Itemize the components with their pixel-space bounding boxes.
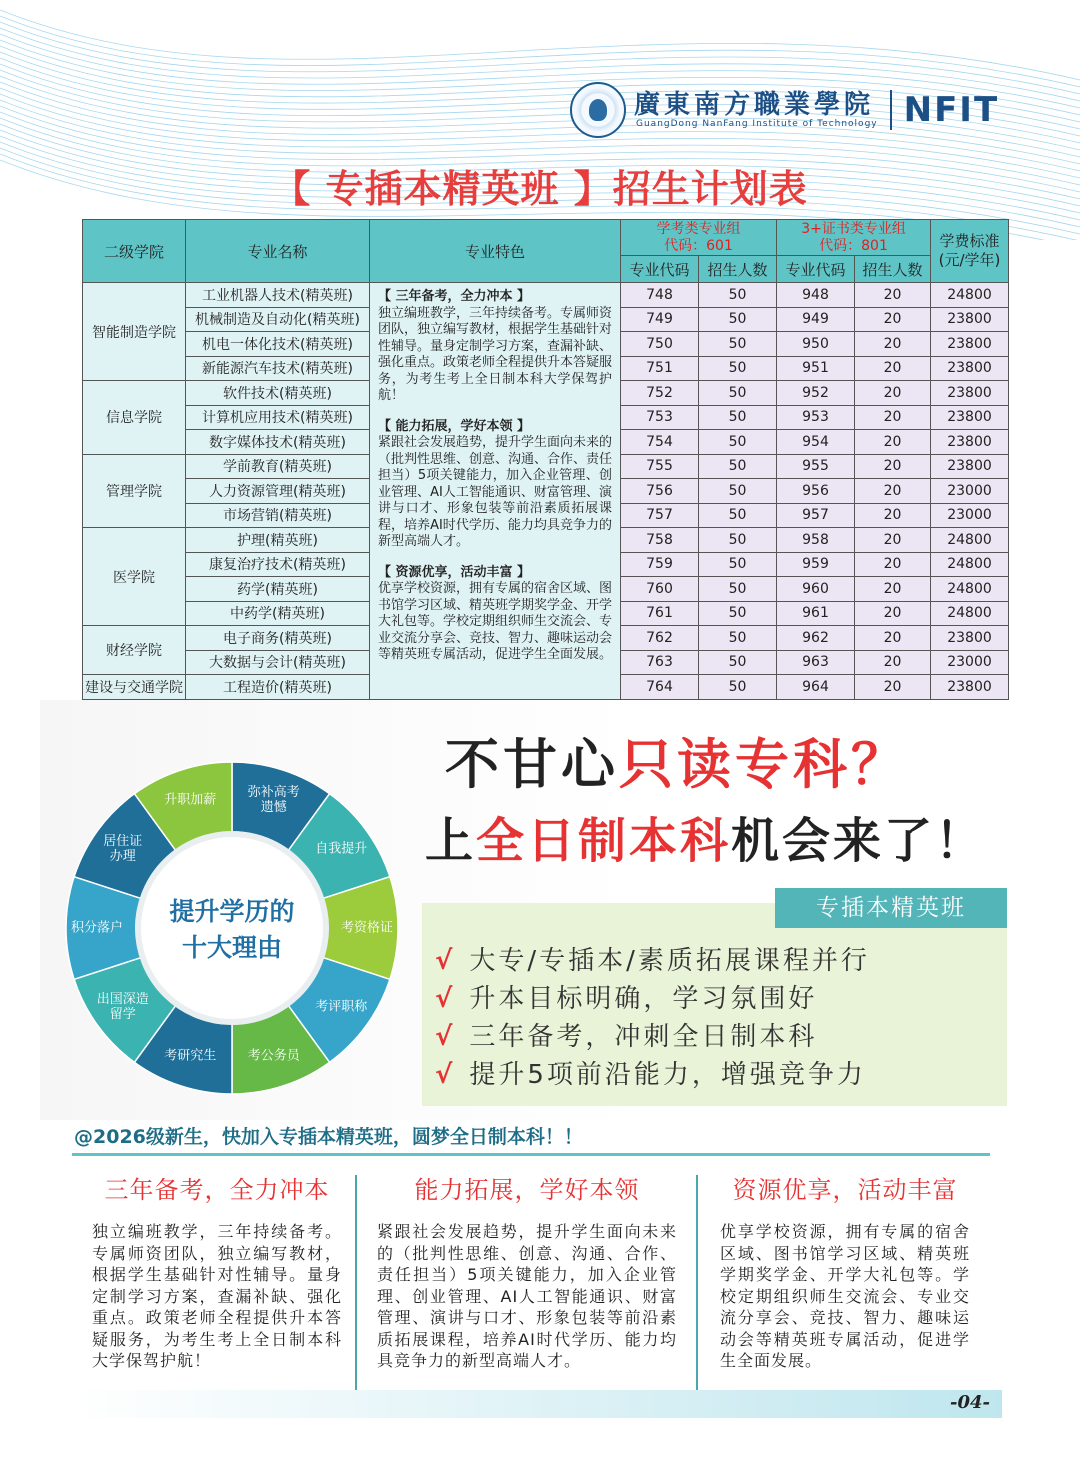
quota-cell: 20 (855, 479, 931, 504)
feature-column-title: 资源优享，活动丰富 (732, 1176, 958, 1204)
feature-column-text: 优享学校资源，拥有专属的宿舍区域、图书馆学习区域、精英班学期奖学金、开学大礼包等。学校定期组织师生交流会、专业交流分享会、竞技、智力、趣味运动会等精英班专属活动，促进学生全面发展。 (720, 1222, 970, 1370)
feature-heading: 【 三年备考，全力冲本 】 (378, 289, 531, 304)
header-fee-line1: 学费标准 (939, 232, 1000, 250)
college-cell: 建设与交通学院 (83, 675, 186, 700)
quota-cell: 20 (855, 356, 931, 381)
header-group1 (621, 220, 777, 256)
call-to-action: @2026级新生，快加入专插本精英班，圆梦全日制本科！！ (74, 1126, 583, 1148)
wheel-center-line1: 提升学历的 (169, 897, 295, 926)
major-name-cell: 机电一体化技术(精英班) (186, 332, 370, 357)
major-code-cell: 759 (621, 552, 699, 577)
wheel-segment-label: 居住证 办理 (103, 833, 143, 864)
elite-benefit-text: 提升5项前沿能力，增强竞争力 (469, 1060, 866, 1090)
quota-cell: 20 (855, 650, 931, 675)
check-icon: √ (435, 1060, 456, 1090)
fee-cell: 24800 (931, 528, 1009, 553)
fee-cell: 24800 (931, 601, 1009, 626)
quota-cell: 50 (699, 430, 777, 455)
major-code-cell: 753 (621, 405, 699, 430)
school-logo (570, 82, 999, 138)
fee-cell: 24800 (931, 283, 1009, 308)
major-name-cell: 人力资源管理(精英班) (186, 479, 370, 504)
college-cell: 财经学院 (83, 626, 186, 675)
major-name-cell: 工程造价(精英班) (186, 675, 370, 700)
slogan-line-2-pre: 上 (425, 813, 477, 869)
header-group2-code: 代码：801 (819, 237, 888, 254)
wheel-segment-label: 升职加薪 (164, 792, 217, 808)
quota-cell: 50 (699, 479, 777, 504)
quota-cell: 20 (855, 332, 931, 357)
elite-benefit-item (435, 1056, 870, 1094)
header-group2-name: 3+证书类专业组 (801, 220, 906, 237)
major-code-cell: 963 (777, 650, 855, 675)
major-name-cell: 市场营销(精英班) (186, 503, 370, 528)
fee-cell: 23800 (931, 405, 1009, 430)
major-code-cell: 960 (777, 577, 855, 602)
school-name-en: GuangDong NanFang Institute of Technology (636, 119, 878, 129)
fee-cell: 23800 (931, 454, 1009, 479)
major-code-cell: 950 (777, 332, 855, 357)
feature-heading: 【 能力拓展，学好本领 】 (378, 418, 531, 434)
wheel-segment-label: 自我提升 (315, 841, 368, 857)
quota-cell: 50 (699, 332, 777, 357)
cta-underline (72, 1153, 990, 1156)
major-code-cell: 957 (777, 503, 855, 528)
header-group1-name: 学考类专业组 (656, 220, 741, 237)
quota-cell: 50 (699, 503, 777, 528)
quota-cell: 50 (699, 552, 777, 577)
feature-text: 优享学校资源，拥有专属的宿舍区域、图书馆学习区域、精英班学期奖学金、开学大礼包等。学校定期组织师生交流会、专业交流分享会、竞技、智力、趣味运动会等精英班专属活动，促进学生全面发展。 (378, 581, 613, 662)
header-code-2: 专业代码 (777, 256, 855, 283)
major-code-cell: 748 (621, 283, 699, 308)
slogan-line-2-highlight: 全日制本科 (476, 813, 732, 869)
wheel-segment-label: 考资格证 (340, 920, 394, 936)
slogan-line-1 (445, 722, 909, 799)
fee-cell: 23000 (931, 503, 1009, 528)
header-group1-code: 代码：601 (664, 237, 733, 254)
feature-column-text: 紧跟社会发展趋势，提升学生面向未来的（批判性思维、创意、沟通、合作、责任担当）5项关键能力，加入企业管理、创业管理、AI人工智能通识、财富管理、演讲与口才、形象包装等前沿素质拓展课程，培养AI时代学历、能力均具竞争力的新型高端人才。 (377, 1222, 677, 1370)
fee-cell: 23800 (931, 332, 1009, 357)
wheel-segment-label: 出国深造 留学 (96, 992, 149, 1023)
enrollment-plan-table (82, 219, 1009, 700)
major-name-cell: 新能源汽车技术(精英班) (186, 356, 370, 381)
major-code-cell: 761 (621, 601, 699, 626)
major-name-cell: 计算机应用技术(精英班) (186, 405, 370, 430)
column-divider (355, 1175, 357, 1390)
table-row (83, 283, 1009, 308)
quota-cell: 20 (855, 626, 931, 651)
major-code-cell: 948 (777, 283, 855, 308)
school-seal-icon (570, 82, 626, 138)
major-code-cell: 763 (621, 650, 699, 675)
elite-benefit-text: 三年备考，冲刺全日制本科 (469, 1022, 818, 1052)
major-name-cell: 机械制造及自动化(精英班) (186, 307, 370, 332)
feature-heading: 【 资源优享，活动丰富 】 (378, 564, 531, 580)
header-group2 (777, 220, 931, 256)
quota-cell: 50 (699, 601, 777, 626)
quota-cell: 20 (855, 552, 931, 577)
quota-cell: 50 (699, 454, 777, 479)
major-code-cell: 961 (777, 601, 855, 626)
fee-cell: 23000 (931, 650, 1009, 675)
feature-column-title: 三年备考，全力冲本 (104, 1176, 330, 1204)
quota-cell: 20 (855, 430, 931, 455)
check-icon: √ (435, 946, 456, 976)
major-code-cell: 751 (621, 356, 699, 381)
wheel-segment-label: 弥补高考 遗憾 (247, 784, 300, 815)
slogan-line-2 (425, 802, 986, 871)
major-code-cell: 754 (621, 430, 699, 455)
feature-text: 紧跟社会发展趋势，提升学生面向未来的（批判性思维、创意、沟通、合作、责任担当）5项关键能力，加入企业管理、创业管理、AI人工智能通识、财富管理、演讲与口才、形象包装等前沿素质拓展课程，培养AI时代学历、能力均具竞争力的新型高端人才。 (378, 435, 613, 549)
wheel-segment-label: 积分落户 (70, 920, 124, 936)
major-code-cell: 752 (621, 381, 699, 406)
check-icon: √ (435, 984, 456, 1014)
quota-cell: 50 (699, 626, 777, 651)
elite-benefit-item (435, 980, 870, 1018)
page-title: 【 专插本精英班 】招生计划表 (272, 167, 808, 211)
wheel-segment-label: 考评职称 (315, 999, 368, 1015)
elite-class-tag: 专插本精英班 (775, 888, 1007, 928)
quota-cell: 20 (855, 307, 931, 332)
major-name-cell: 工业机器人技术(精英班) (186, 283, 370, 308)
fee-cell: 23800 (931, 626, 1009, 651)
quota-cell: 20 (855, 503, 931, 528)
slogan-line-1-text: 不甘心 (445, 733, 619, 796)
major-name-cell: 数字媒体技术(精英班) (186, 430, 370, 455)
college-cell: 信息学院 (83, 381, 186, 455)
quota-cell: 50 (699, 650, 777, 675)
college-cell: 管理学院 (83, 454, 186, 528)
quota-cell: 20 (855, 454, 931, 479)
header-code-1: 专业代码 (621, 256, 699, 283)
elite-benefit-item (435, 942, 870, 980)
header-fee-line2: (元/学年) (938, 251, 1001, 269)
major-features-cell (370, 283, 621, 700)
header-feature: 专业特色 (370, 220, 621, 283)
school-abbr: NFIT (903, 90, 1000, 130)
quota-cell: 20 (855, 528, 931, 553)
major-code-cell: 756 (621, 479, 699, 504)
quota-cell: 50 (699, 307, 777, 332)
major-code-cell: 749 (621, 307, 699, 332)
feature-column-title: 能力拓展，学好本领 (414, 1176, 640, 1204)
major-code-cell: 750 (621, 332, 699, 357)
fee-cell: 24800 (931, 552, 1009, 577)
quota-cell: 20 (855, 381, 931, 406)
college-cell: 智能制造学院 (83, 283, 186, 381)
major-name-cell: 大数据与会计(精英班) (186, 650, 370, 675)
header-quota-1: 招生人数 (699, 256, 777, 283)
quota-cell: 50 (699, 577, 777, 602)
quota-cell: 50 (699, 675, 777, 700)
feature-column-3 (720, 1170, 970, 1372)
major-code-cell: 962 (777, 626, 855, 651)
slogan-line-1-highlight: 只读专科？ (619, 733, 909, 796)
page-number: -04- (950, 1392, 990, 1413)
major-name-cell: 学前教育(精英班) (186, 454, 370, 479)
fee-cell: 23000 (931, 479, 1009, 504)
fee-cell: 23800 (931, 356, 1009, 381)
slogan-line-2-post: 机会来了！ (731, 813, 987, 869)
elite-benefit-text: 升本目标明确，学习氛围好 (469, 984, 818, 1014)
wheel-segment-label: 考公务员 (247, 1048, 300, 1064)
quota-cell: 20 (855, 405, 931, 430)
quota-cell: 20 (855, 577, 931, 602)
quota-cell: 50 (699, 356, 777, 381)
footer-bar (72, 1390, 1002, 1418)
quota-cell: 50 (699, 528, 777, 553)
major-name-cell: 软件技术(精英班) (186, 381, 370, 406)
fee-cell: 23800 (931, 675, 1009, 700)
major-code-cell: 959 (777, 552, 855, 577)
major-name-cell: 电子商务(精英班) (186, 626, 370, 651)
major-code-cell: 949 (777, 307, 855, 332)
quota-cell: 20 (855, 675, 931, 700)
logo-divider (890, 90, 892, 130)
quota-cell: 50 (699, 381, 777, 406)
elite-benefit-item (435, 1018, 870, 1056)
major-name-cell: 中药学(精英班) (186, 601, 370, 626)
major-name-cell: 护理(精英班) (186, 528, 370, 553)
fee-cell: 23800 (931, 381, 1009, 406)
major-code-cell: 956 (777, 479, 855, 504)
major-code-cell: 764 (621, 675, 699, 700)
header-quota-2: 招生人数 (855, 256, 931, 283)
feature-column-1 (92, 1170, 342, 1372)
fee-cell: 24800 (931, 577, 1009, 602)
check-icon: √ (435, 1022, 456, 1052)
major-code-cell: 760 (621, 577, 699, 602)
major-code-cell: 758 (621, 528, 699, 553)
fee-cell: 23800 (931, 430, 1009, 455)
elite-class-benefits (435, 942, 870, 1094)
wheel-center-line2: 十大理由 (181, 933, 282, 962)
major-code-cell: 762 (621, 626, 699, 651)
quota-cell: 20 (855, 601, 931, 626)
elite-benefit-text: 大专/专插本/素质拓展课程并行 (469, 946, 870, 976)
fee-cell: 23800 (931, 307, 1009, 332)
major-code-cell: 964 (777, 675, 855, 700)
major-code-cell: 955 (777, 454, 855, 479)
major-code-cell: 953 (777, 405, 855, 430)
header-major: 专业名称 (186, 220, 370, 283)
major-code-cell: 755 (621, 454, 699, 479)
college-cell: 医学院 (83, 528, 186, 626)
major-code-cell: 954 (777, 430, 855, 455)
column-divider (696, 1175, 698, 1390)
major-name-cell: 康复治疗技术(精英班) (186, 552, 370, 577)
major-code-cell: 952 (777, 381, 855, 406)
quota-cell: 20 (855, 283, 931, 308)
header-college: 二级学院 (83, 220, 186, 283)
header-fee (931, 220, 1009, 283)
wheel-segment-label: 考研究生 (164, 1048, 217, 1064)
major-code-cell: 958 (777, 528, 855, 553)
major-code-cell: 757 (621, 503, 699, 528)
major-name-cell: 药学(精英班) (186, 577, 370, 602)
feature-text: 独立编班教学，三年持续备考。专属师资团队，独立编写教材，根据学生基础针对性辅导。量身定制学习方案，查漏补缺、强化重点。政策老师全程提供升本答疑服务，为考生考上全日制本科大学保驾护航！ (378, 305, 613, 403)
school-name-cn: 廣東南方職業學院 (634, 90, 875, 120)
wheel-center-title (147, 894, 317, 966)
quota-cell: 50 (699, 283, 777, 308)
feature-column-text: 独立编班教学，三年持续备考。专属师资团队，独立编写教材，根据学生基础针对性辅导。量身定制学习方案，查漏补缺、强化重点。政策老师全程提供升本答疑服务，为考生考上全日制本科大学保驾护航！ (92, 1222, 342, 1370)
major-code-cell: 951 (777, 356, 855, 381)
feature-column-2 (377, 1170, 677, 1372)
quota-cell: 50 (699, 405, 777, 430)
